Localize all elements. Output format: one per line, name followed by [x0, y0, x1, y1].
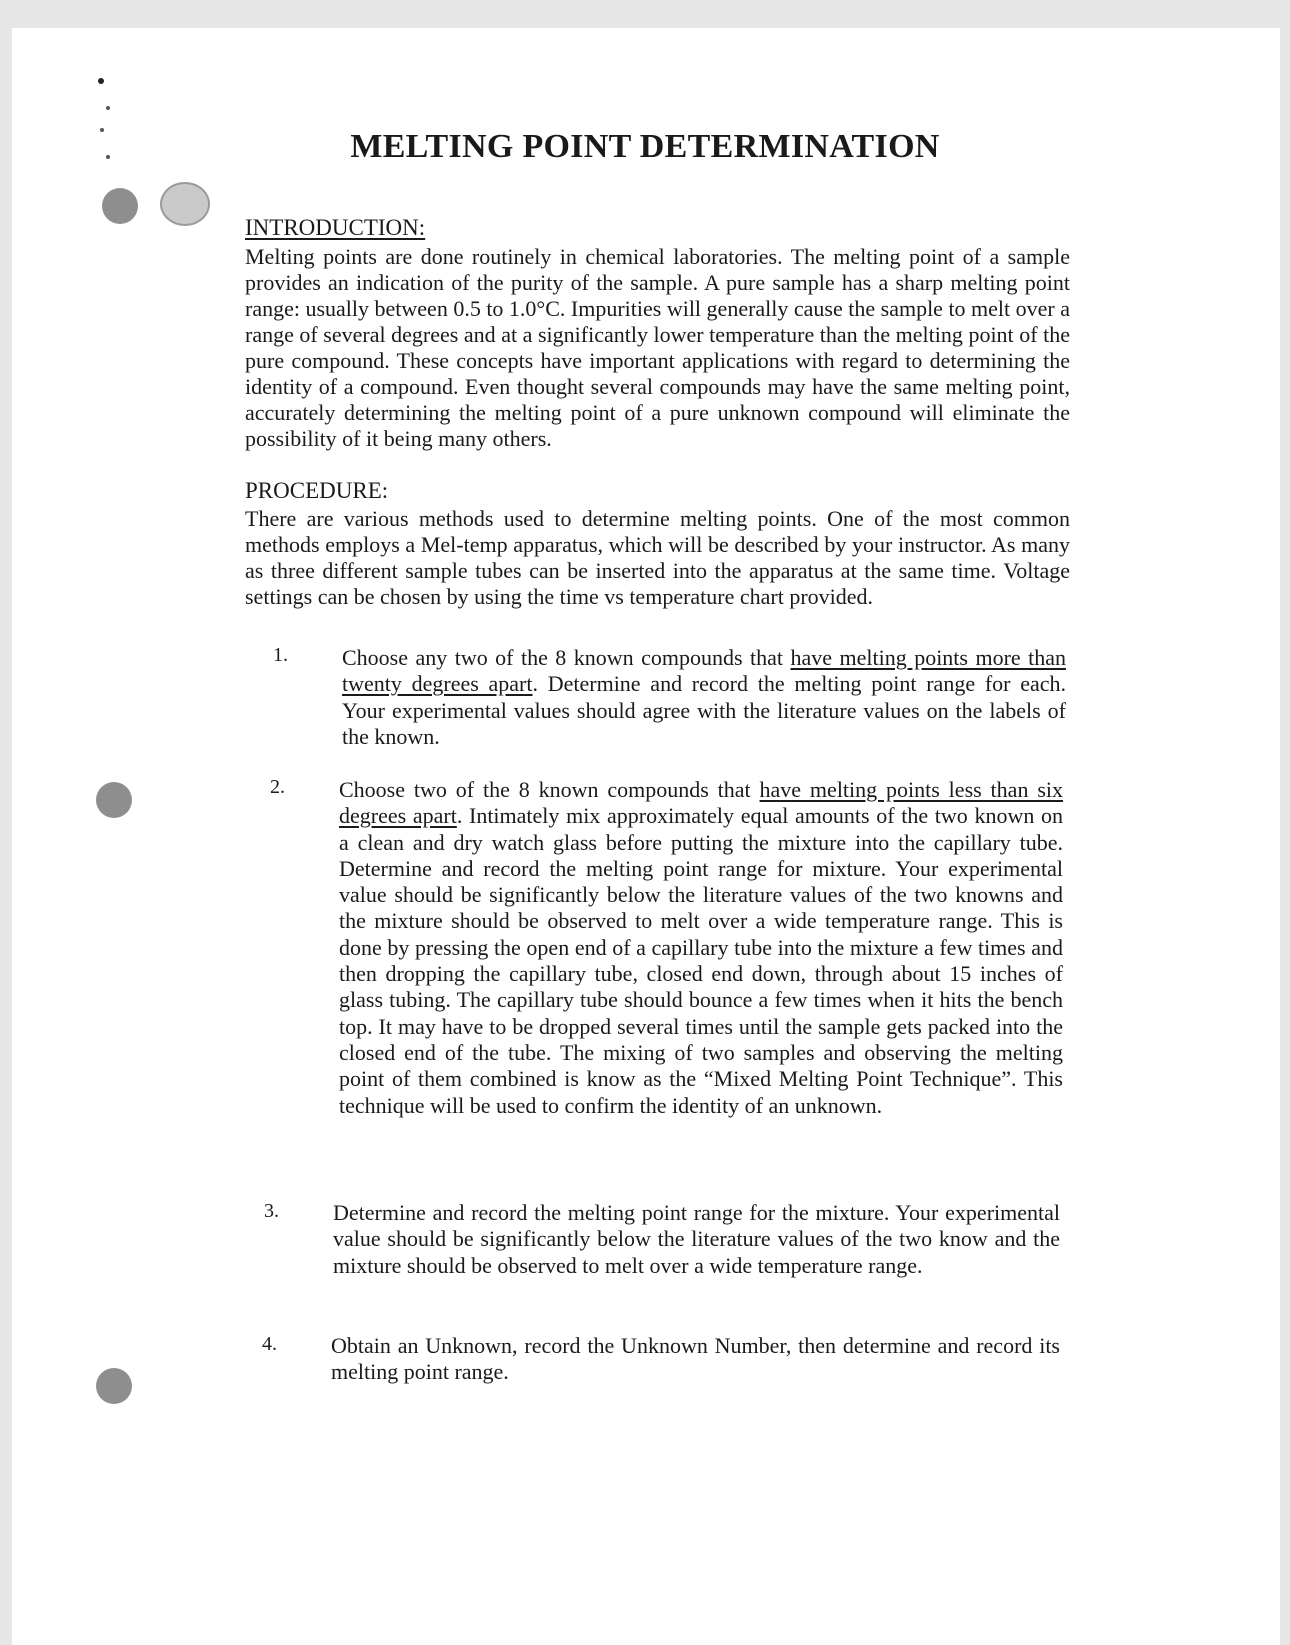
punch-hole — [160, 182, 210, 226]
introduction-heading: INTRODUCTION: — [245, 215, 426, 240]
step-text: Obtain an Unknown, record the Unknown Number, then determine and record its melting point range. — [331, 1333, 1060, 1385]
stray-mark — [98, 78, 104, 84]
step-text — [339, 777, 1063, 1119]
step-text — [342, 645, 1066, 750]
step-number: 3. — [264, 1200, 279, 1222]
step-number: 1. — [273, 644, 288, 666]
document-title: MELTING POINT DETERMINATION — [350, 128, 940, 165]
procedure-paragraph: There are various methods used to determine melting points. One of the most common methods employs a Mel-temp apparatus, which will be described by your instructor. As many as three different sample tubes can be inserted into the apparatus at the same time. Voltage settings can be chosen by using the time vs temperature chart provided. — [245, 506, 1070, 609]
step-text: Determine and record the melting point range for the mixture. Your experimental value should be significantly below the literature values of the two know and the mixture should be observed to melt over a wide temperature range. — [333, 1200, 1060, 1278]
step-text-rest: . Intimately mix approximately equal amounts of the two known on a clean and dry watch glass before putting the mixture into the capillary tube. Determine and record the melting point range for mixture. Your experimental value should be significantly below the literature values of the two knowns and the mixture should be observed to melt over a wide temperature range. This is done by pressing the open end of a capillary tube into the mixture a few times and then dropping the capillary tube, closed end down, through about 15 inches of glass tubing. The capillary tube should bounce a few times when it hits the bench top. It may have to be dropped several times until the sample gets packed into the closed end of the tube. The mixing of two samples and observing the melting point of them combined is know as the “Mixed Melting Point Technique”. This technique will be used to confirm the identity of an unknown. — [339, 803, 1063, 1118]
step-number: 4. — [262, 1333, 277, 1355]
step-number: 2. — [270, 776, 285, 798]
step-text-underlined: have melting points less than six degrees apart — [339, 777, 1063, 829]
stray-mark — [106, 106, 110, 110]
punch-hole — [102, 188, 138, 224]
step-text-rest: . Determine and record the melting point range for each. Your experimental values should agree with the literature values on the labels of the known. — [342, 671, 1066, 749]
procedure-heading: PROCEDURE: — [245, 478, 389, 503]
punch-hole — [96, 782, 132, 818]
introduction-paragraph: Melting points are done routinely in chemical laboratories. The melting point of a sample provides an indication of the purity of the sample. A pure sample has a sharp melting point range: usually between 0.5 to 1.0°C. Impurities will generally cause the sample to melt over a range of several degrees and at a significantly lower temperature than the melting point of the pure compound. These concepts have important applications with regard to determining the identity of a compound. Even thought several compounds may have the same melting point, accurately determining the melting point of a pure unknown compound will eliminate the possibility of it being many others. — [245, 244, 1071, 451]
step-text-lead: Choose two of the 8 known compounds that — [339, 777, 760, 802]
step-text-lead: Choose any two of the 8 known compounds that — [342, 645, 791, 670]
punch-hole — [96, 1368, 132, 1404]
step-text-underlined: have melting points more than twenty degrees apart — [342, 645, 1066, 697]
